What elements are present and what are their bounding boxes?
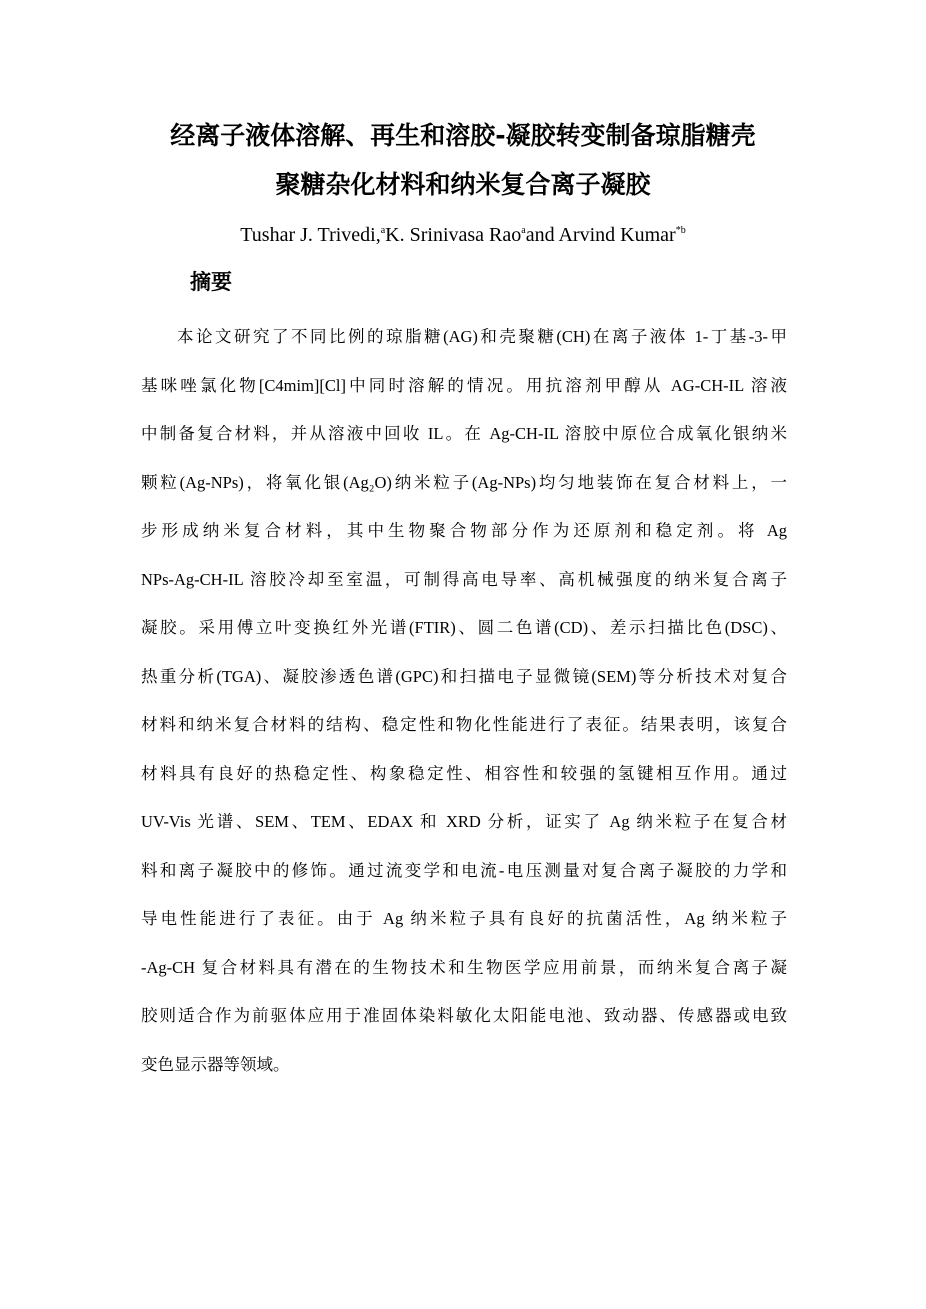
abstract-body <box>141 313 787 1089</box>
abstract-line: 胶则适合作为前驱体应用于准固体染料敏化太阳能电池、致动器、传感器或电致 <box>141 1006 787 1025</box>
abstract-heading: 摘要 <box>190 270 232 294</box>
abstract-line: 热重分析(TGA)、凝胶渗透色谱(GPC)和扫描电子显微镜(SEM)等分析技术对复合 <box>141 666 787 686</box>
abstract-line: 步形成纳米复合材料，其中生物聚合物部分作为还原剂和稳定剂。将 Ag <box>141 521 787 540</box>
abstract-line: NPs-Ag-CH-IL 溶胶冷却至室温，可制得高电导率、高机械强度的纳米复合离子 <box>141 569 787 589</box>
abstract-line: -Ag-CH 复合材料具有潜在的生物技术和生物医学应用前景，而纳米复合离子凝 <box>141 957 787 977</box>
abstract-line: 本论文研究了不同比例的琼脂糖(AG)和壳聚糖(CH)在离子液体 1-丁基-3-甲 <box>177 327 787 346</box>
paper-title-line-1: 经离子液体溶解、再生和溶胶-凝胶转变制备琼脂糖壳 <box>170 121 756 150</box>
abstract-line: 变色显示器等领域。 <box>141 1054 290 1074</box>
author-3-affiliation: *b <box>675 225 686 236</box>
paper-title-line-2: 聚糖杂化材料和纳米复合离子凝胶 <box>275 170 651 199</box>
abstract-line: 导电性能进行了表征。由于 Ag 纳米粒子具有良好的抗菌活性，Ag 纳米粒子 <box>141 909 787 928</box>
abstract-line: 颗粒(Ag-NPs)，将氧化银(Ag₂O)纳米粒子(Ag-NPs)均匀地装饰在复合材料上，一 <box>141 472 787 492</box>
abstract-line: 凝胶。采用傅立叶变换红外光谱(FTIR)、圆二色谱(CD)、差示扫描比色(DSC)、 <box>141 618 787 637</box>
abstract-line: 材料具有良好的热稳定性、构象稳定性、相容性和较强的氢键相互作用。通过 <box>141 763 787 783</box>
author-1: Tushar J. Trivedi, <box>240 224 381 246</box>
abstract-line: 基咪唑氯化物[C4mim][Cl]中同时溶解的情况。用抗溶剂甲醇从 AG-CH-IL 溶液 <box>141 375 787 395</box>
author-2: K. Srinivasa Rao <box>385 224 522 246</box>
author-3: and Arvind Kumar <box>525 224 676 246</box>
author-2-affiliation: a <box>521 225 526 236</box>
author-1-affiliation: a <box>380 225 386 236</box>
abstract-line: 料和离子凝胶中的修饰。通过流变学和电流-电压测量对复合离子凝胶的力学和 <box>141 860 787 880</box>
abstract-line: UV-Vis 光谱、SEM、TEM、EDAX 和 XRD 分析，证实了 Ag 纳米粒子在复合材 <box>141 812 787 831</box>
abstract-line: 材料和纳米复合材料的结构、稳定性和物化性能进行了表征。结果表明，该复合 <box>141 715 787 734</box>
author-list <box>110 221 816 249</box>
abstract-line: 中制备复合材料，并从溶液中回收 IL。在 Ag-CH-IL 溶胶中原位合成氧化银纳米 <box>141 424 787 443</box>
